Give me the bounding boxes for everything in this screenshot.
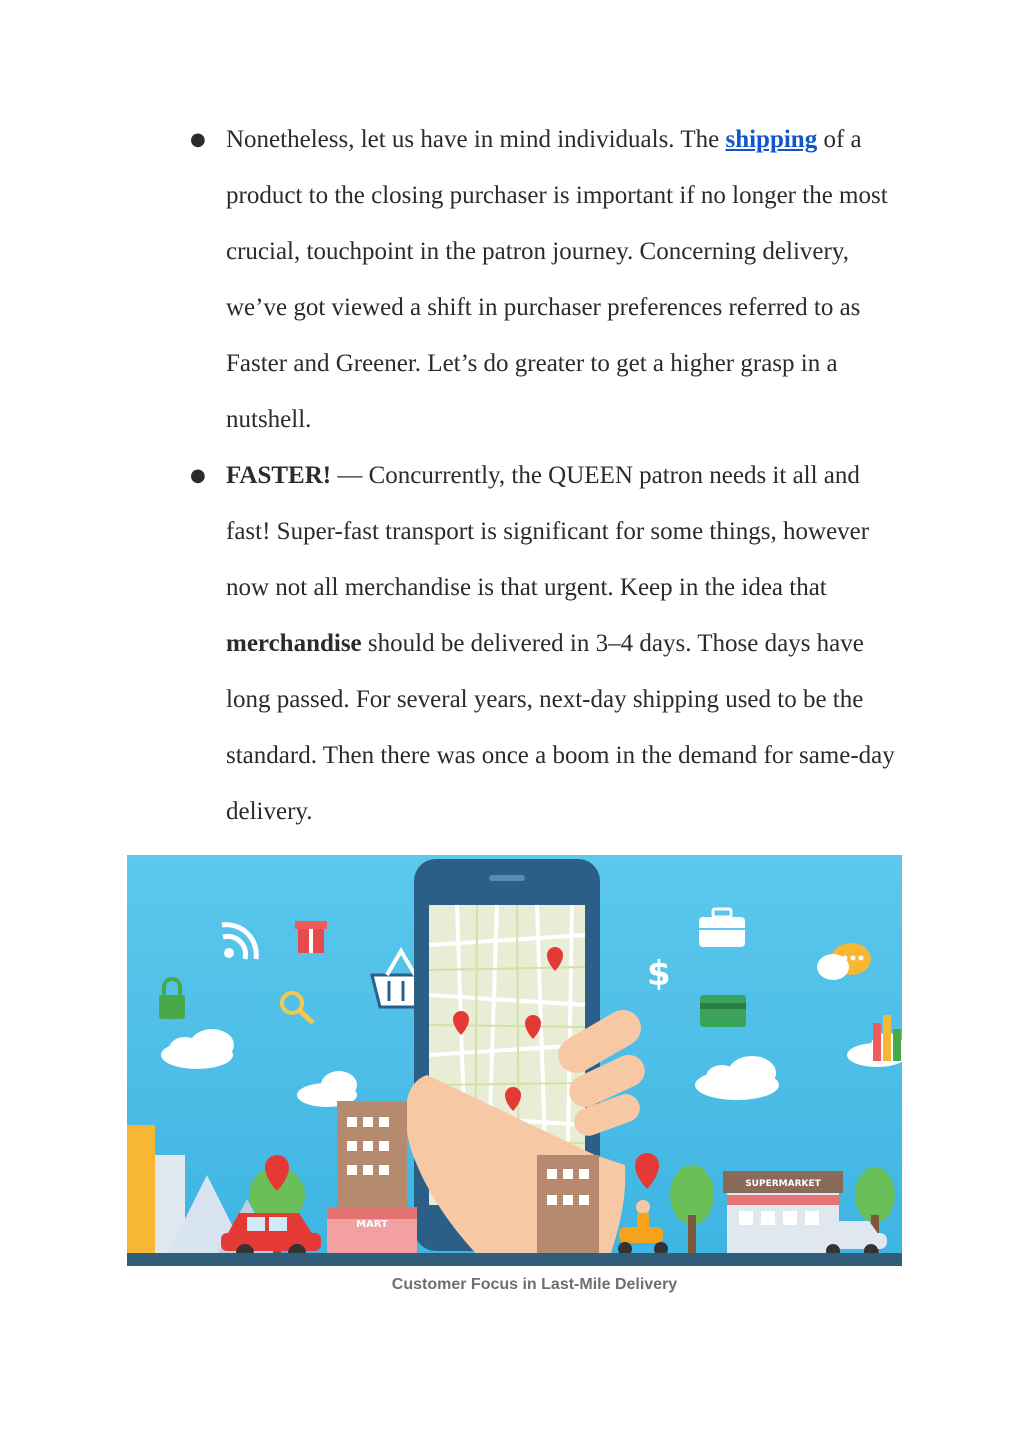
dollar-icon: $ <box>647 954 671 994</box>
bullet-list <box>190 112 910 840</box>
paragraph-text: — Concurrently, the QUEEN patron needs it all and fast! Super-fast transport is significant for some things, however now not all merchandise is that urgent. Keep in the idea that <box>226 462 870 601</box>
faster-heading: FASTER! <box>226 462 332 489</box>
delivery-illustration <box>127 855 902 1266</box>
mart-store <box>327 1207 417 1255</box>
gift-icon <box>295 921 327 953</box>
mart-sign: MART <box>356 1219 388 1230</box>
paragraph-text: of a product to the closing purchaser is important if no longer the most crucial, touchpoint in the patron journey. Concerning delivery, we’ve got viewed a shift in purchaser preferences referred to as Faster and Greener. Let’s do greater to get a higher grasp in a nutshell. <box>226 126 888 433</box>
bullet-item-faster <box>190 448 910 840</box>
bullet-item-shipping <box>190 112 910 448</box>
credit-card-icon <box>700 995 746 1027</box>
paragraph-text: should be delivered in 3–4 days. Those days have long passed. For several years, next-day shipping used to be the standard. Then there was once a boom in the demand for same-day delivery. <box>226 630 895 825</box>
illustration-svg <box>127 855 902 1266</box>
bullet-dot-icon <box>190 112 206 168</box>
supermarket-sign: SUPERMARKET <box>745 1179 821 1189</box>
shipping-link[interactable]: shipping <box>725 126 818 153</box>
merchandise-bold: merchandise <box>226 630 362 657</box>
figure-caption: Customer Focus in Last-Mile Delivery <box>391 1276 678 1293</box>
road <box>127 1253 902 1266</box>
paragraph-text: Nonetheless, let us have in mind individuals. The <box>226 126 726 153</box>
building-right-mid <box>537 1155 599 1255</box>
bullet-dot-icon <box>190 448 206 504</box>
